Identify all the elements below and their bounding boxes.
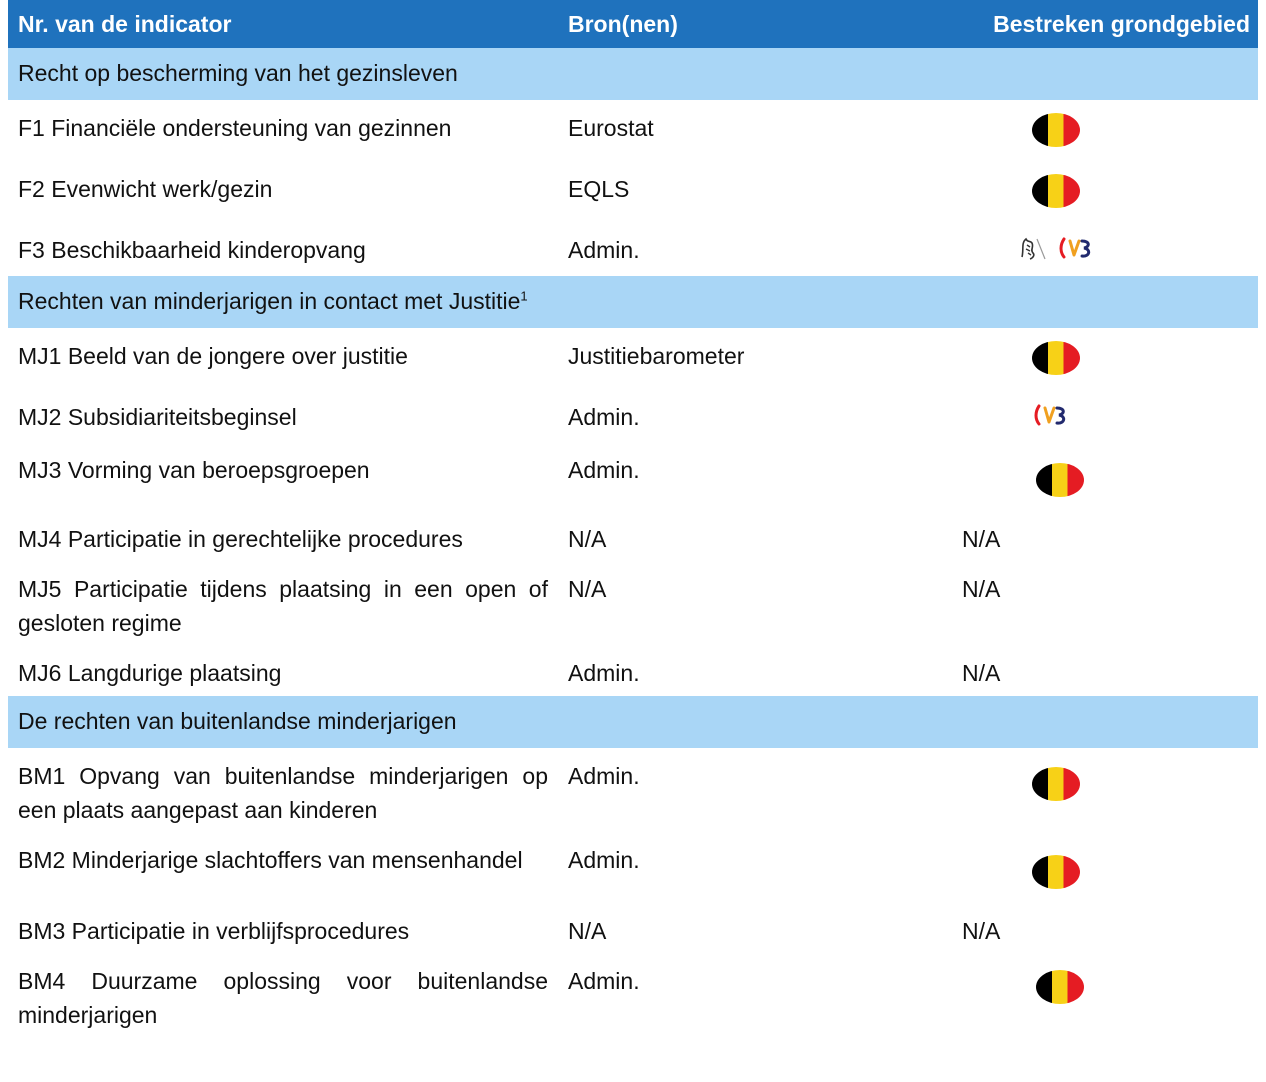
source-cell: N/A	[568, 576, 607, 602]
wallonia-brussels-federation-logo-icon	[1058, 235, 1094, 261]
area-cell	[948, 954, 1258, 1038]
section-blank	[948, 48, 1258, 101]
table-row	[8, 162, 1258, 223]
indicator-cell: MJ3 Vorming van beroepsgroepen	[18, 457, 370, 483]
area-cell: N/A	[962, 576, 1001, 602]
source-cell: N/A	[568, 526, 607, 552]
table-row	[8, 954, 1258, 1038]
table-row	[8, 512, 1258, 562]
belgium-flag-icon	[1032, 767, 1080, 801]
section-blank	[558, 276, 948, 329]
table-row	[8, 646, 1258, 696]
indicator-cell: MJ4 Participatie in gerechtelijke procedures	[18, 526, 463, 552]
area-cell	[948, 101, 1258, 163]
belgium-flag-icon	[1032, 174, 1080, 208]
source-cell: Justitiebarometer	[568, 343, 745, 369]
flanders-and-wallonia-brussels-logos-icon	[1018, 235, 1094, 261]
section-title	[8, 276, 558, 329]
indicator-cell: MJ2 Subsidiariteitsbeginsel	[18, 404, 297, 430]
table-row	[8, 329, 1258, 391]
header-sources: Bron(nen)	[558, 0, 948, 48]
header-area: Bestreken grondgebied	[948, 0, 1258, 48]
indicator-cell: MJ5 Participatie tijdens plaatsing in een open of gesloten regime	[18, 576, 548, 636]
area-cell: N/A	[962, 918, 1001, 944]
belgium-flag-icon	[1032, 341, 1080, 375]
table-header-row	[8, 0, 1258, 48]
indicator-cell: F3 Beschikbaarheid kinderopvang	[18, 237, 366, 263]
belgium-flag-icon	[1032, 113, 1080, 147]
table-row	[8, 562, 1258, 646]
area-cell	[948, 162, 1258, 223]
area-cell	[948, 443, 1258, 512]
indicator-cell: BM2 Minderjarige slachtoffers van mensenhandel	[18, 847, 523, 873]
wallonia-brussels-federation-logo-icon	[1033, 402, 1069, 428]
area-cell	[948, 833, 1258, 904]
section-blank	[948, 276, 1258, 329]
indicator-cell: MJ1 Beeld van de jongere over justitie	[18, 343, 408, 369]
source-cell: EQLS	[568, 176, 630, 202]
source-cell: Admin.	[568, 660, 640, 686]
indicator-cell: F2 Evenwicht werk/gezin	[18, 176, 273, 202]
source-cell: Eurostat	[568, 115, 654, 141]
section-row	[8, 276, 1258, 329]
belgium-flag-icon	[1036, 970, 1084, 1004]
source-cell: Admin.	[568, 968, 640, 994]
table-row	[8, 443, 1258, 512]
belgium-flag-icon	[1032, 855, 1080, 889]
indicator-cell: BM3 Participatie in verblijfsprocedures	[18, 918, 410, 944]
table-row	[8, 833, 1258, 904]
source-cell: Admin.	[568, 237, 640, 263]
area-cell	[948, 329, 1258, 391]
source-cell: Admin.	[568, 457, 640, 483]
table-row	[8, 749, 1258, 834]
indicator-cell: MJ6 Langdurige plaatsing	[18, 660, 282, 686]
table-row	[8, 101, 1258, 163]
source-cell: N/A	[568, 918, 607, 944]
source-cell: Admin.	[568, 847, 640, 873]
section-blank	[558, 696, 948, 749]
indicator-cell: BM4 Duurzame oplossing voor buitenlandse minderjarigen	[18, 968, 548, 1028]
flanders-lion-icon	[1018, 235, 1048, 261]
section-blank	[558, 48, 948, 101]
indicator-cell: F1 Financiële ondersteuning van gezinnen	[18, 115, 452, 141]
section-row	[8, 696, 1258, 749]
area-cell	[948, 390, 1258, 443]
section-row	[8, 48, 1258, 101]
area-cell	[948, 223, 1258, 276]
section-blank	[948, 696, 1258, 749]
header-indicator: Nr. van de indicator	[8, 0, 558, 48]
source-cell: Admin.	[568, 404, 640, 430]
section-title: De rechten van buitenlandse minderjarigen	[8, 696, 558, 749]
section-title: Recht op bescherming van het gezinsleven	[8, 48, 558, 101]
footnote-marker: 1	[520, 288, 528, 304]
belgium-flag-icon	[1036, 463, 1084, 497]
indicator-cell: BM1 Opvang van buitenlandse minderjarigen op een plaats aangepast aan kinderen	[18, 763, 548, 823]
area-cell: N/A	[962, 660, 1001, 686]
source-cell: Admin.	[568, 763, 640, 789]
table-row	[8, 904, 1258, 954]
area-cell: N/A	[962, 526, 1001, 552]
table-row	[8, 223, 1258, 276]
table-row	[8, 390, 1258, 443]
indicator-table	[8, 0, 1258, 1038]
area-cell	[948, 749, 1258, 834]
section-title-text: Rechten van minderjarigen in contact met Justitie	[18, 288, 521, 314]
